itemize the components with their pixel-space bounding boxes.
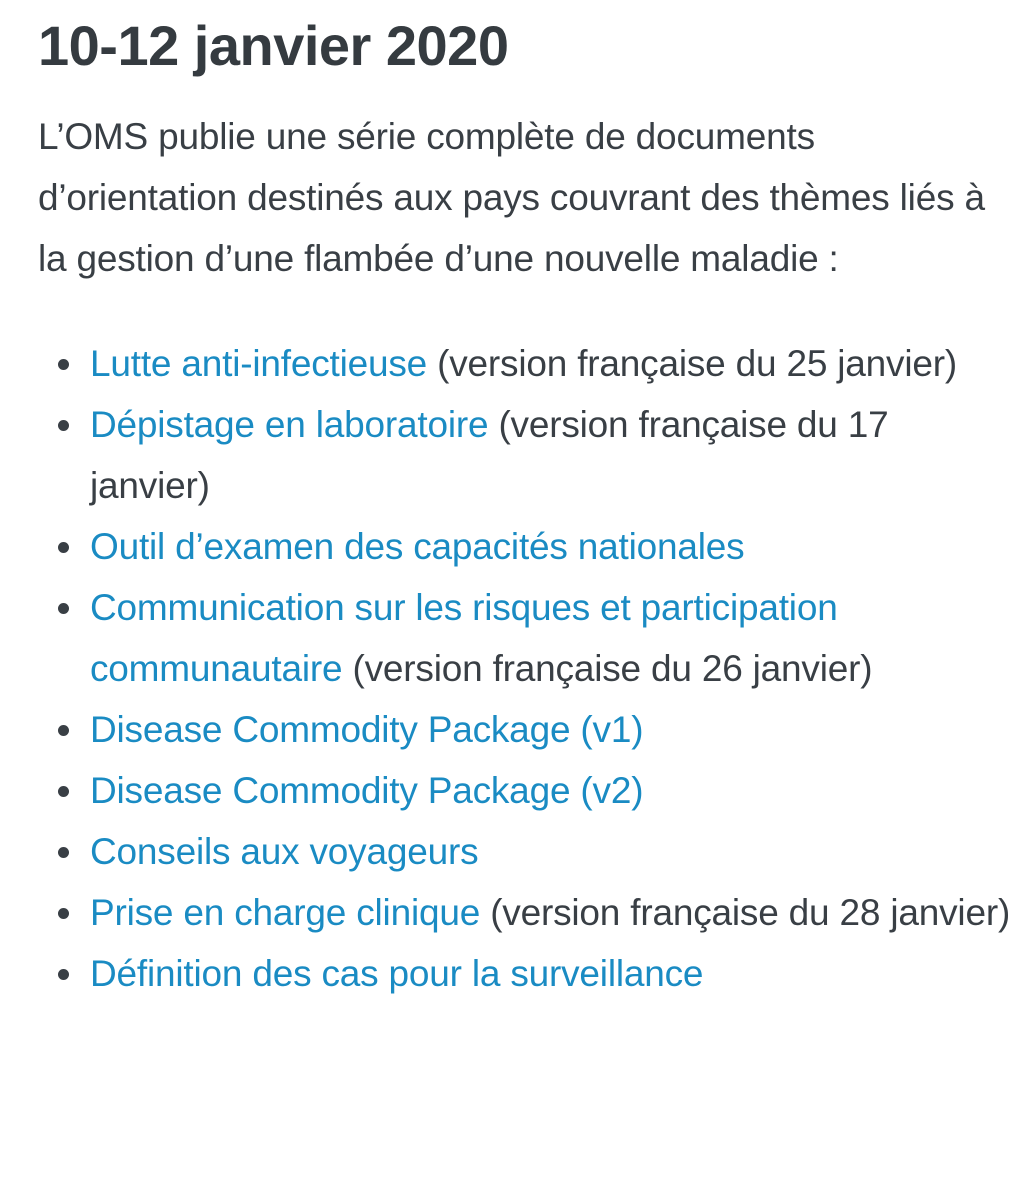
bullet-icon [58,542,69,553]
item-note: (version française du 28 janvier) [480,892,1011,933]
link-lutte-anti-infectieuse[interactable]: Lutte anti-infectieuse [90,343,428,384]
bullet-icon [58,603,69,614]
list-item [38,394,1018,516]
bullet-icon [58,420,69,431]
list-item [38,516,1018,577]
link-outil-examen-capacites[interactable]: Outil d’examen des capacités nationales [90,526,745,567]
list-item [38,943,1018,1004]
list-item [38,699,1018,760]
link-prise-en-charge-clinique[interactable]: Prise en charge clinique [90,892,481,933]
bullet-icon [58,908,69,919]
link-communication-risques[interactable]: Communication sur les risques et participation communautaire [90,587,838,689]
link-disease-commodity-package-v2[interactable]: Disease Commodity Package (v2) [90,770,644,811]
link-conseils-aux-voyageurs[interactable]: Conseils aux voyageurs [90,831,479,872]
bullet-icon [58,359,69,370]
section-heading: 10-12 janvier 2020 [38,14,509,77]
list-item [38,821,1018,882]
list-item [38,333,1018,394]
bullet-icon [58,725,69,736]
bullet-icon [58,786,69,797]
link-depistage-en-laboratoire[interactable]: Dépistage en laboratoire [90,404,489,445]
link-disease-commodity-package-v1[interactable]: Disease Commodity Package (v1) [90,709,644,750]
link-definition-cas-surveillance[interactable]: Définition des cas pour la surveillance [90,953,704,994]
list-item [38,882,1018,943]
list-item [38,577,1018,699]
item-note: (version française du 25 janvier) [427,343,957,384]
list-item [38,760,1018,821]
bullet-icon [58,969,69,980]
item-note: (version française du 17 janvier) [90,404,889,506]
item-note: (version française du 26 janvier) [342,648,873,689]
bullet-icon [58,847,69,858]
article-section [38,0,1018,1004]
guidance-document-list [38,333,1018,1004]
intro-paragraph: L’OMS publie une série complète de documents d’orientation destinés aux pays couvrant des thèmes liés à la gestion d’une flambée d’une nouvelle maladie : [38,116,985,279]
